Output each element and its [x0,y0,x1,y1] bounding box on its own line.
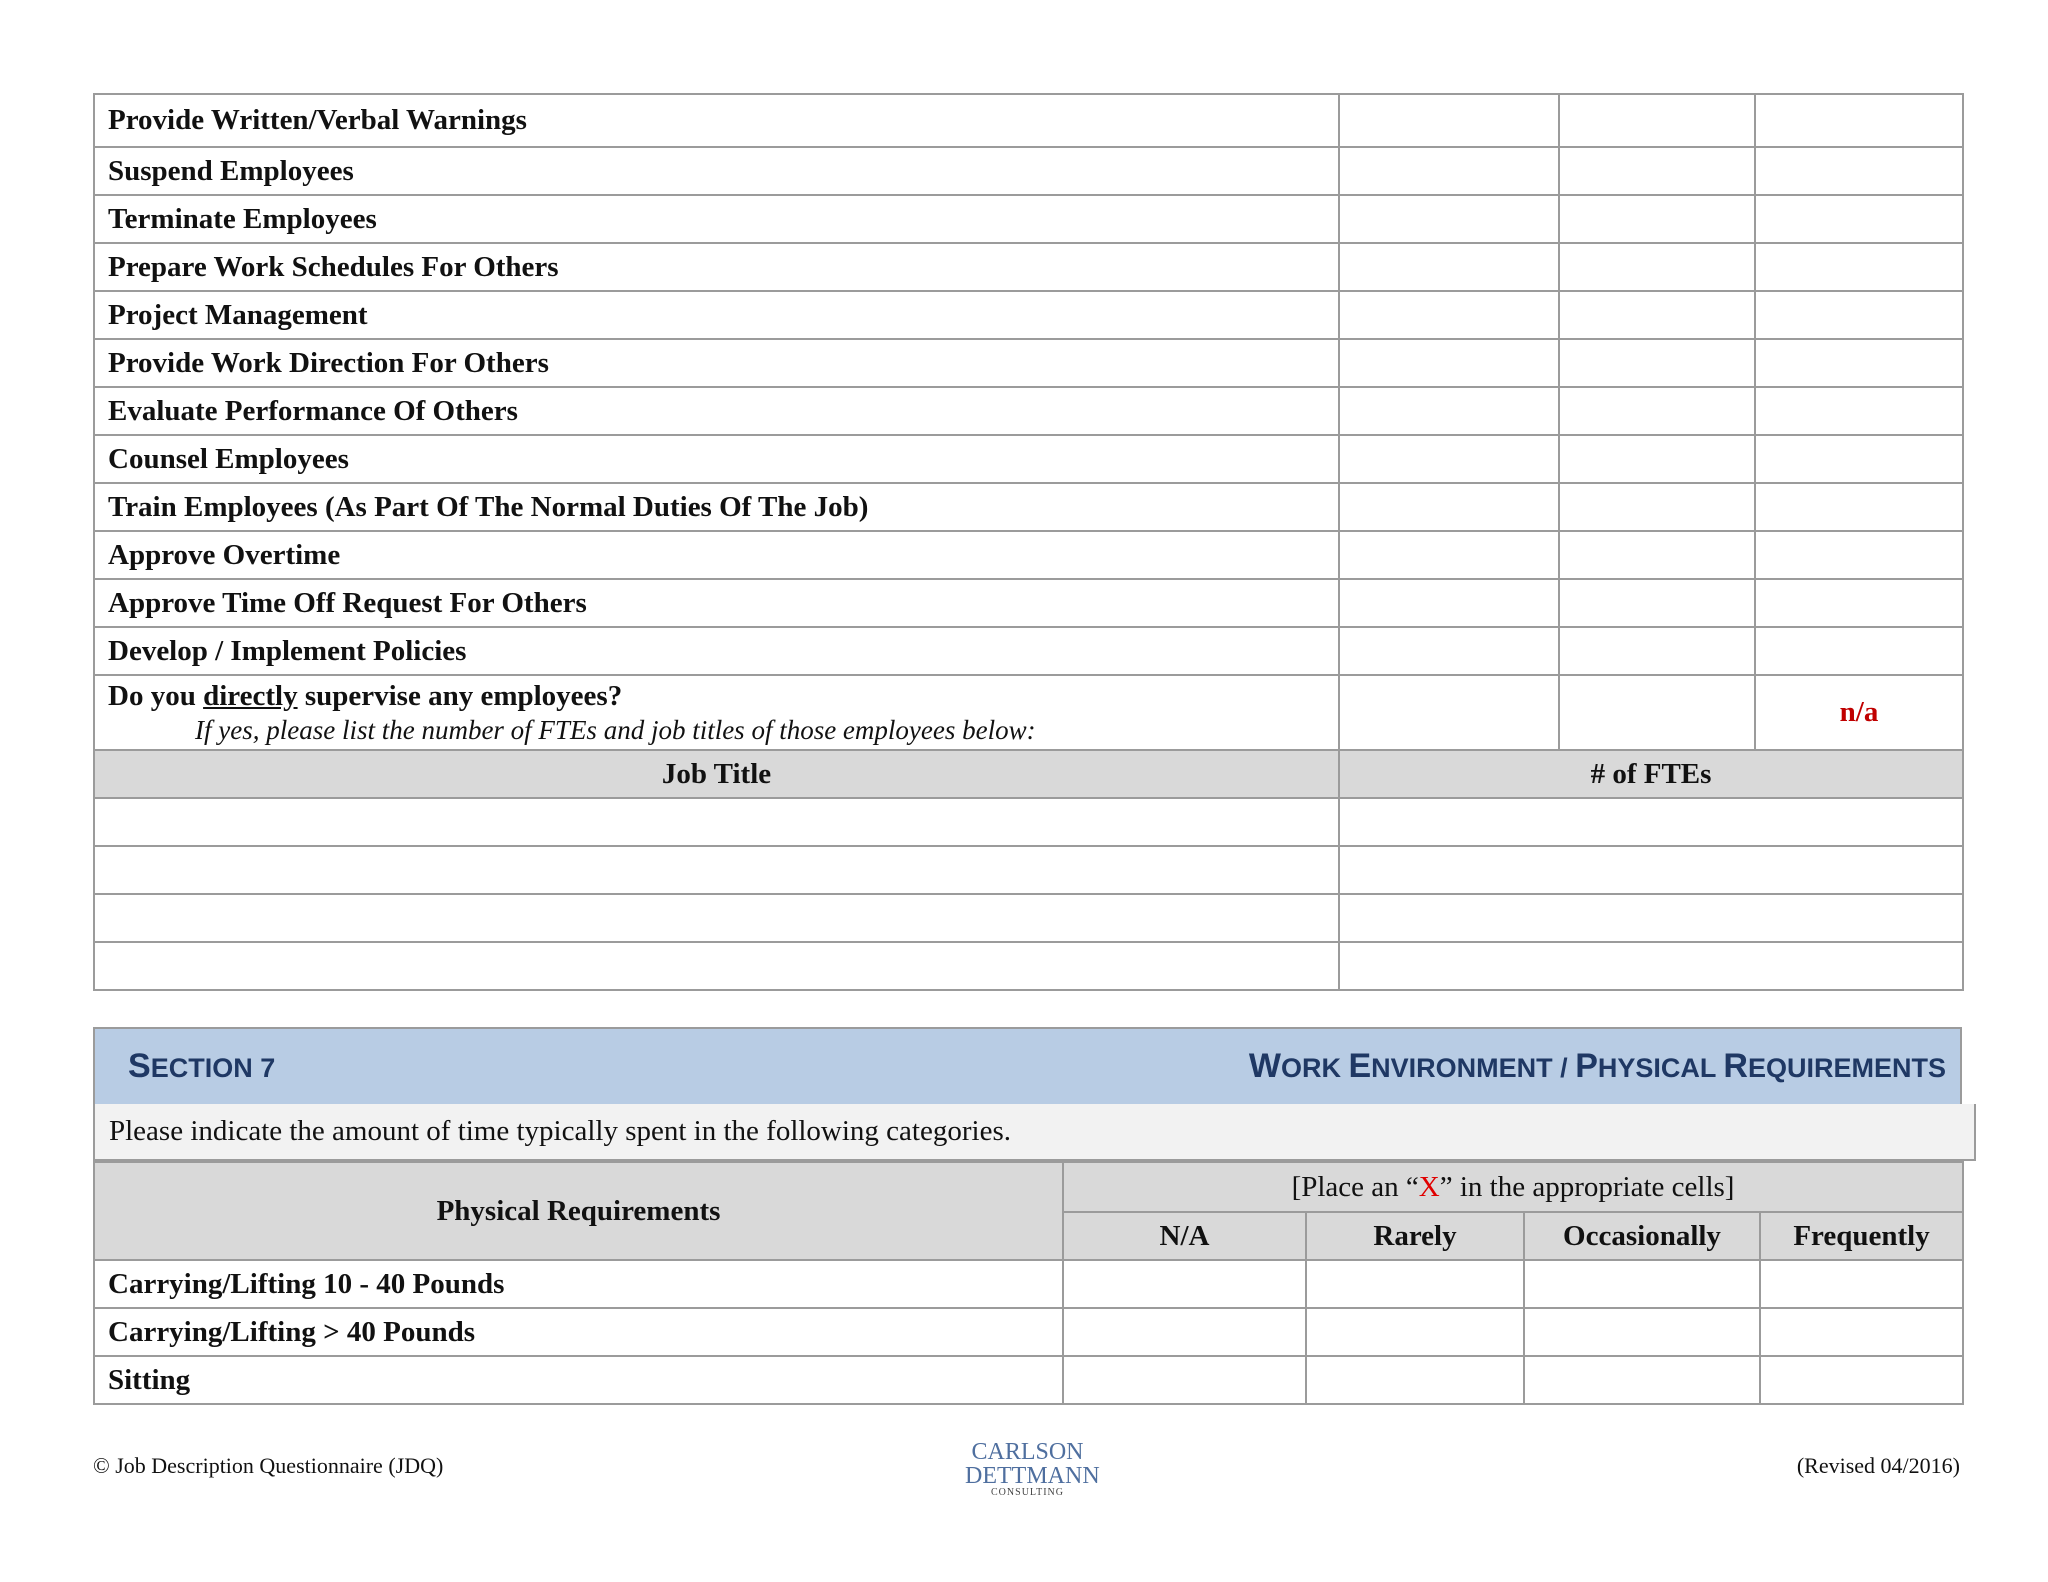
duty-label: Approve Time Off Request For Others [94,579,1339,627]
answer-cell[interactable] [1559,435,1755,483]
supervise-instruction: If yes, please list the number of FTEs and job titles of those employees below: [195,714,1036,745]
answer-cell[interactable] [1755,483,1963,531]
ftes-field[interactable] [1339,846,1963,894]
answer-cell[interactable] [1524,1260,1760,1308]
table-row [94,147,1963,195]
answer-cell[interactable] [1559,291,1755,339]
answer-cell[interactable] [1559,94,1755,147]
instruction-text: ” in the appropriate cells] [1439,1170,1735,1203]
answer-cell[interactable] [1559,531,1755,579]
question-text: Do you [108,679,204,712]
answer-cell[interactable] [1755,94,1963,147]
answer-cell[interactable] [1339,195,1559,243]
answer-cell[interactable] [1755,627,1963,675]
answer-cell[interactable] [1755,435,1963,483]
section-number [128,1047,275,1086]
answer-cell[interactable] [1306,1260,1524,1308]
answer-cell[interactable] [1559,627,1755,675]
answer-cell[interactable] [1755,291,1963,339]
answer-cell[interactable] [1339,387,1559,435]
question-emphasis: directly [203,679,298,712]
instruction-text: [Place an “ [1291,1170,1419,1203]
title-rest: NVIRONMENT / [1371,1053,1576,1083]
answer-cell[interactable] [1063,1356,1306,1404]
table-row [94,942,1963,990]
answer-cell[interactable] [1755,387,1963,435]
table-row [94,531,1963,579]
section-7-header [93,1027,1962,1106]
duty-label: Terminate Employees [94,195,1339,243]
question-text: supervise any employees? [297,679,623,712]
answer-cell[interactable] [1755,339,1963,387]
column-header-rarely: Rarely [1306,1212,1524,1260]
answer-cell[interactable] [1755,147,1963,195]
supervise-question [95,680,1338,713]
physical-header-row [94,1162,1963,1212]
answer-cell[interactable] [1524,1308,1760,1356]
duty-label: Prepare Work Schedules For Others [94,243,1339,291]
footer-copyright: © Job Description Questionnaire (JDQ) [93,1453,444,1478]
logo-line-1: CARLSON [971,1439,1084,1465]
answer-cell[interactable] [1339,579,1559,627]
table-row [94,579,1963,627]
x-mark: X [1418,1170,1440,1203]
duty-label: Provide Work Direction For Others [94,339,1339,387]
answer-cell[interactable] [1339,243,1559,291]
requirement-label: Carrying/Lifting > 40 Pounds [94,1308,1063,1356]
ftes-header: # of FTEs [1339,750,1963,798]
answer-cell[interactable] [1306,1308,1524,1356]
job-title-field[interactable] [94,798,1339,846]
table-row [94,195,1963,243]
title-cap: P [1575,1047,1598,1085]
answer-cell[interactable] [1760,1356,1963,1404]
answer-cell[interactable] [1559,339,1755,387]
job-title-field[interactable] [94,846,1339,894]
table-row [94,846,1963,894]
table-row [94,291,1963,339]
table-row [94,435,1963,483]
physical-requirements-header: Physical Requirements [94,1162,1063,1260]
ftes-field[interactable] [1339,942,1963,990]
answer-cell[interactable] [1339,675,1559,750]
answer-cell[interactable] [1559,243,1755,291]
table-row [94,483,1963,531]
job-title-header-row [94,750,1963,798]
answer-cell[interactable] [1559,387,1755,435]
column-header-na: N/A [1063,1212,1306,1260]
column-header-occasionally: Occasionally [1524,1212,1760,1260]
supervise-question-cell [94,675,1339,750]
title-rest: ORK [1280,1053,1349,1083]
job-title-field[interactable] [94,942,1339,990]
section-number-cap: S [128,1047,151,1085]
answer-cell[interactable] [1559,675,1755,750]
table-row [94,243,1963,291]
answer-cell[interactable] [1559,579,1755,627]
footer-revision: (Revised 04/2016) [1796,1453,1960,1478]
table-row [94,798,1963,846]
logo-line-3: CONSULTING [991,1487,1064,1498]
answer-cell[interactable] [1339,627,1559,675]
table-row [94,627,1963,675]
answer-cell[interactable] [1755,243,1963,291]
answer-cell[interactable] [1559,147,1755,195]
physical-requirements-table [93,1161,1964,1405]
table-row [94,1308,1963,1356]
table-row [94,339,1963,387]
title-cap: E [1348,1047,1372,1085]
title-cap: R [1723,1047,1748,1085]
duty-label: Counsel Employees [94,435,1339,483]
table-row [94,894,1963,942]
answer-cell[interactable] [1339,291,1559,339]
section-instruction: Please indicate the amount of time typically spent in the following categories. [93,1104,1976,1161]
ftes-field[interactable] [1339,798,1963,846]
na-cell: n/a [1755,675,1963,750]
answer-cell[interactable] [1559,195,1755,243]
job-title-header: Job Title [94,750,1339,798]
place-x-instruction [1063,1162,1963,1212]
answer-cell[interactable] [1339,483,1559,531]
duty-label: Provide Written/Verbal Warnings [94,94,1339,147]
answer-cell[interactable] [1760,1308,1963,1356]
duty-label: Train Employees (As Part Of The Normal Duties Of The Job) [94,483,1339,531]
requirement-label: Sitting [94,1356,1063,1404]
logo-line-2: DETTMANN [965,1463,1100,1489]
duty-label: Develop / Implement Policies [94,627,1339,675]
answer-cell[interactable] [1755,195,1963,243]
title-cap: W [1248,1047,1281,1085]
answer-cell[interactable] [1339,339,1559,387]
answer-cell[interactable] [1755,531,1963,579]
answer-cell[interactable] [1339,94,1559,147]
duty-label: Project Management [94,291,1339,339]
duty-label: Suspend Employees [94,147,1339,195]
title-rest: EQUIREMENTS [1747,1053,1946,1083]
answer-cell[interactable] [1063,1308,1306,1356]
answer-cell[interactable] [1063,1260,1306,1308]
title-rest: HYSICAL [1597,1053,1724,1083]
answer-cell[interactable] [1760,1260,1963,1308]
answer-cell[interactable] [1559,483,1755,531]
job-title-field[interactable] [94,894,1339,942]
duty-label: Approve Overtime [94,531,1339,579]
answer-cell[interactable] [1339,147,1559,195]
table-row [94,387,1963,435]
answer-cell[interactable] [1755,579,1963,627]
answer-cell[interactable] [1524,1356,1760,1404]
section-number-rest: ECTION 7 [150,1053,276,1083]
duty-label: Evaluate Performance Of Others [94,387,1339,435]
table-row [94,94,1963,147]
supervise-question-row [94,675,1963,750]
requirement-label: Carrying/Lifting 10 - 40 Pounds [94,1260,1063,1308]
answer-cell[interactable] [1306,1356,1524,1404]
ftes-field[interactable] [1339,894,1963,942]
company-logo [965,1439,1100,1498]
answer-cell[interactable] [1339,435,1559,483]
supervisory-duties-table [93,93,1964,991]
table-row [94,1356,1963,1404]
section-title [1249,1047,1946,1086]
table-row [94,1260,1963,1308]
answer-cell[interactable] [1339,531,1559,579]
column-header-frequently: Frequently [1760,1212,1963,1260]
